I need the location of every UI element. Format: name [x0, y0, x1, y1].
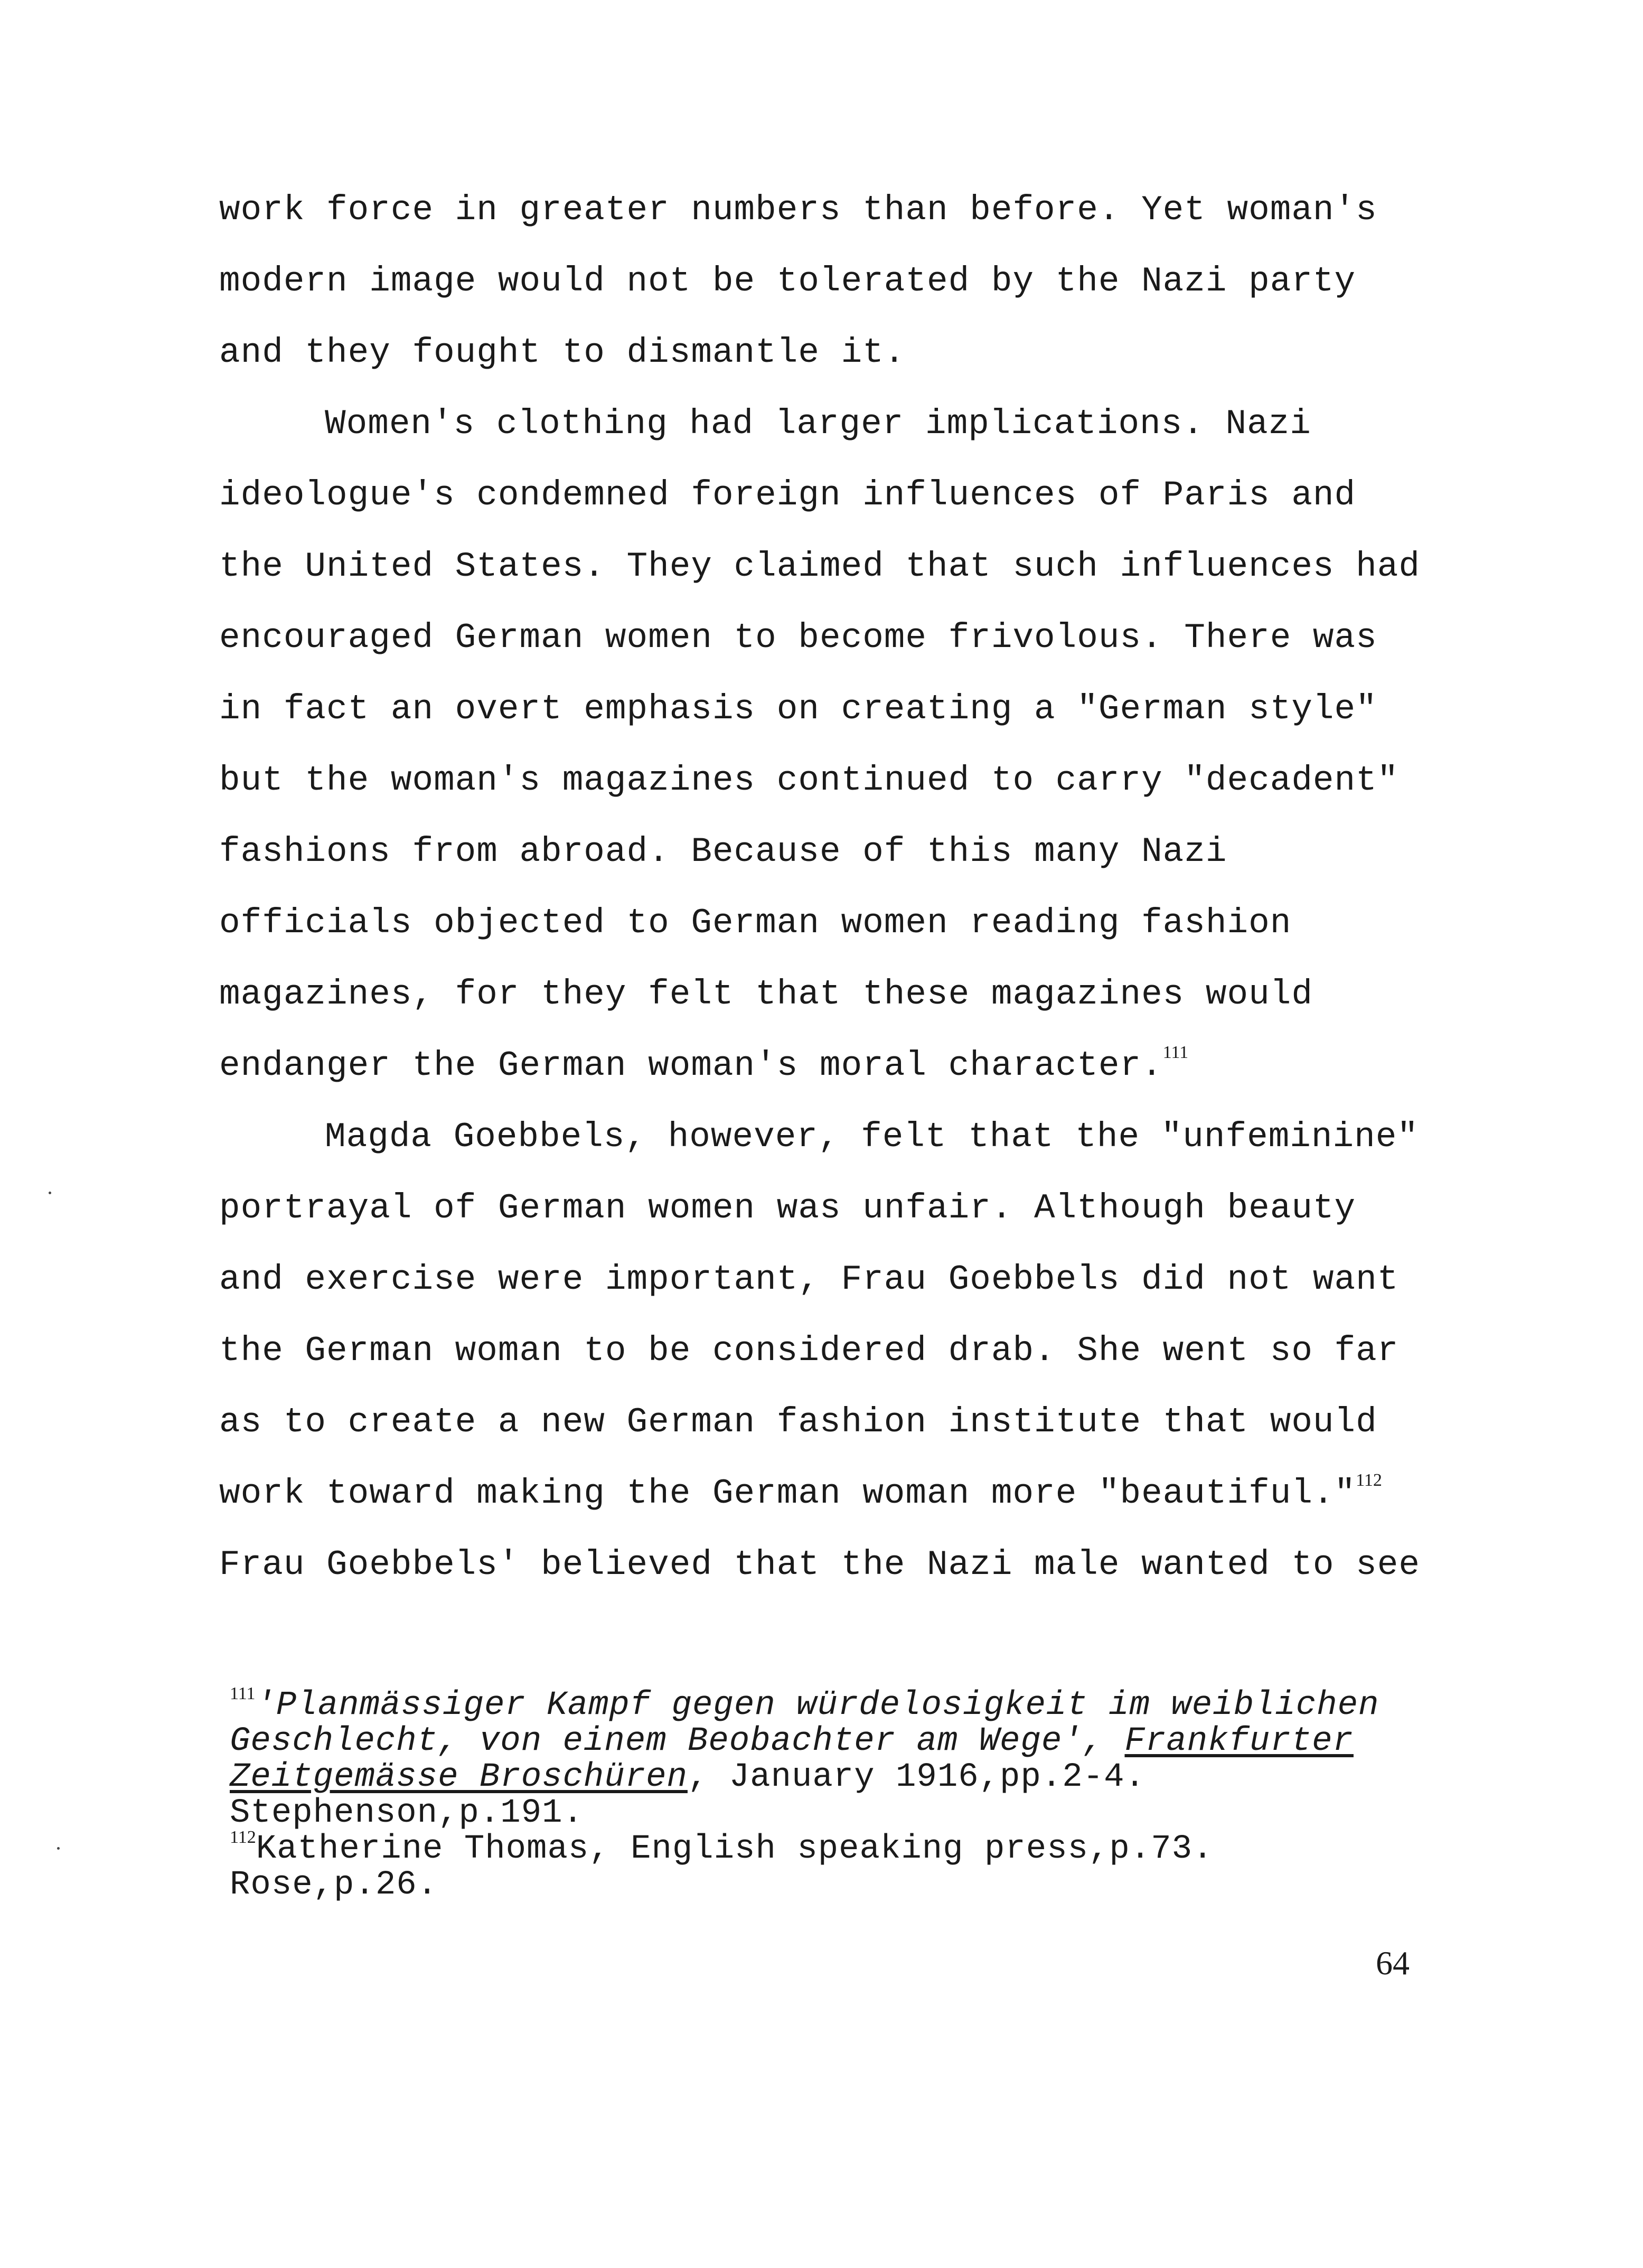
body-line: Women's clothing had larger implications. Nazi	[325, 404, 1311, 444]
body-line: and they fought to dismantle it.	[219, 333, 906, 372]
body-line: fashions from abroad. Because of this many Nazi	[219, 832, 1227, 871]
body-line: in fact an overt emphasis on creating a "German style"	[219, 689, 1377, 729]
scan-speck	[49, 1192, 51, 1194]
body-line: ideologue's condemned foreign influences of Paris and	[219, 475, 1356, 515]
body-line: magazines, for they felt that these magazines would	[219, 974, 1313, 1014]
body-line: Frau Goebbels' believed that the Nazi male wanted to see	[219, 1545, 1420, 1585]
body-line: Magda Goebbels, however, felt that the "unfeminine"	[325, 1117, 1419, 1157]
body-line-with-ref	[219, 1030, 1423, 1101]
body-line-with-ref	[219, 1458, 1423, 1529]
body-line-text: work toward making the German woman more "beautiful."	[219, 1474, 1356, 1513]
footnote-journal: Zeitgemässe Broschüren	[230, 1758, 688, 1796]
footnote-111-cont	[230, 1723, 1434, 1759]
footnotes	[230, 1684, 1434, 1904]
footnote-ref-112: 112	[1356, 1470, 1382, 1490]
footnote-111	[230, 1684, 1434, 1725]
footnote-112	[230, 1827, 1434, 1868]
footnote-mark: 111	[230, 1684, 256, 1703]
footnote-title: Geschlecht, von einem Beobachter am Wege',	[230, 1722, 1125, 1760]
body-line-text: endanger the German woman's moral character.	[219, 1046, 1163, 1085]
body-line: officials objected to German women reading fashion	[219, 903, 1292, 943]
body-line: as to create a new German fashion institute that would	[219, 1402, 1377, 1442]
footnote-details: , January 1916,pp.2-4.	[687, 1758, 1146, 1796]
body-line: modern image would not be tolerated by the Nazi party	[219, 261, 1356, 301]
footnote-mark: 112	[230, 1827, 256, 1847]
scan-speck	[57, 1847, 60, 1850]
body-line: the German woman to be considered drab. She went so far	[219, 1331, 1399, 1371]
page-number: 64	[1376, 1944, 1410, 1982]
footnote-ref-111: 111	[1162, 1043, 1189, 1062]
footnote-111-extra: Stephenson,p.191.	[230, 1794, 584, 1832]
body-text	[219, 174, 1423, 1600]
body-line: and exercise were important, Frau Goebbels did not want	[219, 1260, 1399, 1299]
body-line: work force in greater numbers than before. Yet woman's	[219, 190, 1377, 230]
body-line: the United States. They claimed that such influences had	[219, 547, 1420, 586]
footnote-title: 'Planmässiger Kampf gegen würdelosigkeit im weiblichen	[255, 1686, 1379, 1725]
body-line: portrayal of German women was unfair. Although beauty	[219, 1188, 1356, 1228]
body-line: encouraged German women to become frivolous. There was	[219, 618, 1377, 658]
body-line: but the woman's magazines continued to carry "decadent"	[219, 761, 1399, 800]
footnote-journal: Frankfurter	[1124, 1722, 1354, 1760]
footnote-text: Katherine Thomas, English speaking press,p.73.	[256, 1830, 1214, 1868]
footnote-112-extra: Rose,p.26.	[230, 1866, 438, 1904]
footnote-111-cont	[230, 1759, 1434, 1795]
